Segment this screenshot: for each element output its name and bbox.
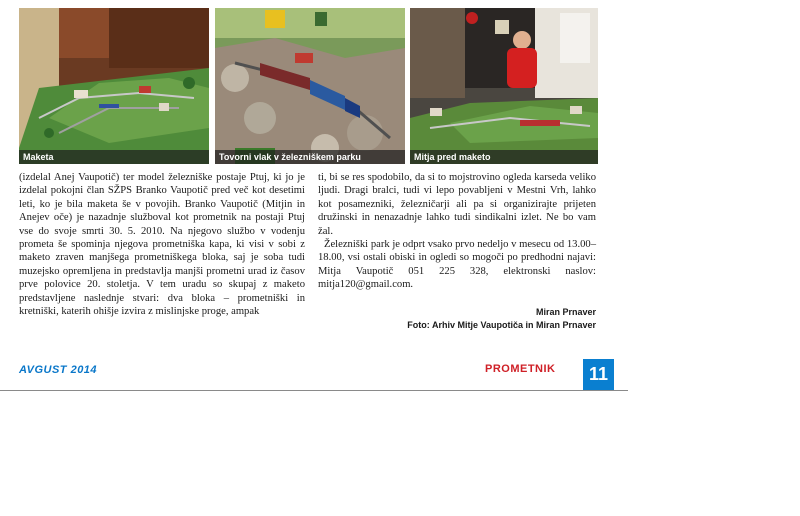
photo-layout <box>19 8 209 164</box>
issue-month: AVGUST 2014 <box>19 364 98 376</box>
author-name: Miran Prnaver <box>535 306 596 317</box>
layout-image <box>19 8 209 164</box>
article-column-1 <box>19 171 305 318</box>
photo-mitja <box>410 8 598 164</box>
photo-credit: Foto: Arhiv Mitje Vaupotiča in Miran Prnaver <box>407 319 596 330</box>
article-paragraph: ti, bi se res spodobilo, da si to mojstrovino ogleda karseda veliko ljudi. Dragi bralci, tudi vi lepo povabljeni v Mestni Vrh, lahko kot posamezniki, železničarji ali pa si organizirajte prijeten družinski in nenazadnje lahko tudi sindikalni izlet. Ne bo vam žal. <box>318 172 596 237</box>
magazine-logo: PROMETNIK <box>485 363 556 375</box>
photo-caption: Maketa <box>19 150 209 164</box>
article-paragraph: Železniški park je odprt vsako prvo nedeljo v mesecu od 13.00–18.00, vsi ostali obiski in ogledi so mogoči po predhodni najavi: Mitja Vaupotič 051 225 328, elektronski naslov: mitja120@gmail.com. <box>318 239 596 291</box>
photo-caption: Tovorni vlak v železniškem parku <box>215 150 405 164</box>
article-column-2 <box>318 171 596 332</box>
mitja-image <box>410 8 598 164</box>
photo-caption: Mitja pred maketo <box>410 150 598 164</box>
page-number: 11 <box>583 359 614 390</box>
article-paragraph: (izdelal Anej Vaupotič) ter model železniške postaje Ptuj, ki jo je izdelal pokojni član SŽPS Branko Vaupotič pred več kot desetimi leti, ko je bila maketa še v povojih. Branko Vaupotič (Mitjin in Anejev oče) je nazadnje služboval kot prometnik na postaji Ptuj vse do svoje smrti 30. 5. 2010. Na njegovo službo v vodenju prometa še spominja njegova prometniška kapa, ki visi v sobi z maketo zraven manjšega prometniškega bloka, saj je soba tudi muzejsko opremljena in predstavlja manjši prometni urad iz časov prve polovice 20. stoletja. V tem uradu so skupaj z maketo predstavljene naslednje stvari: dva bloka – prometniški in kretniški, katerih ohišje izvira z mislinjske proge, ampak <box>19 172 305 318</box>
photo-freight-train <box>215 8 405 164</box>
footer-divider <box>0 390 628 391</box>
freight-train-image <box>215 8 405 164</box>
